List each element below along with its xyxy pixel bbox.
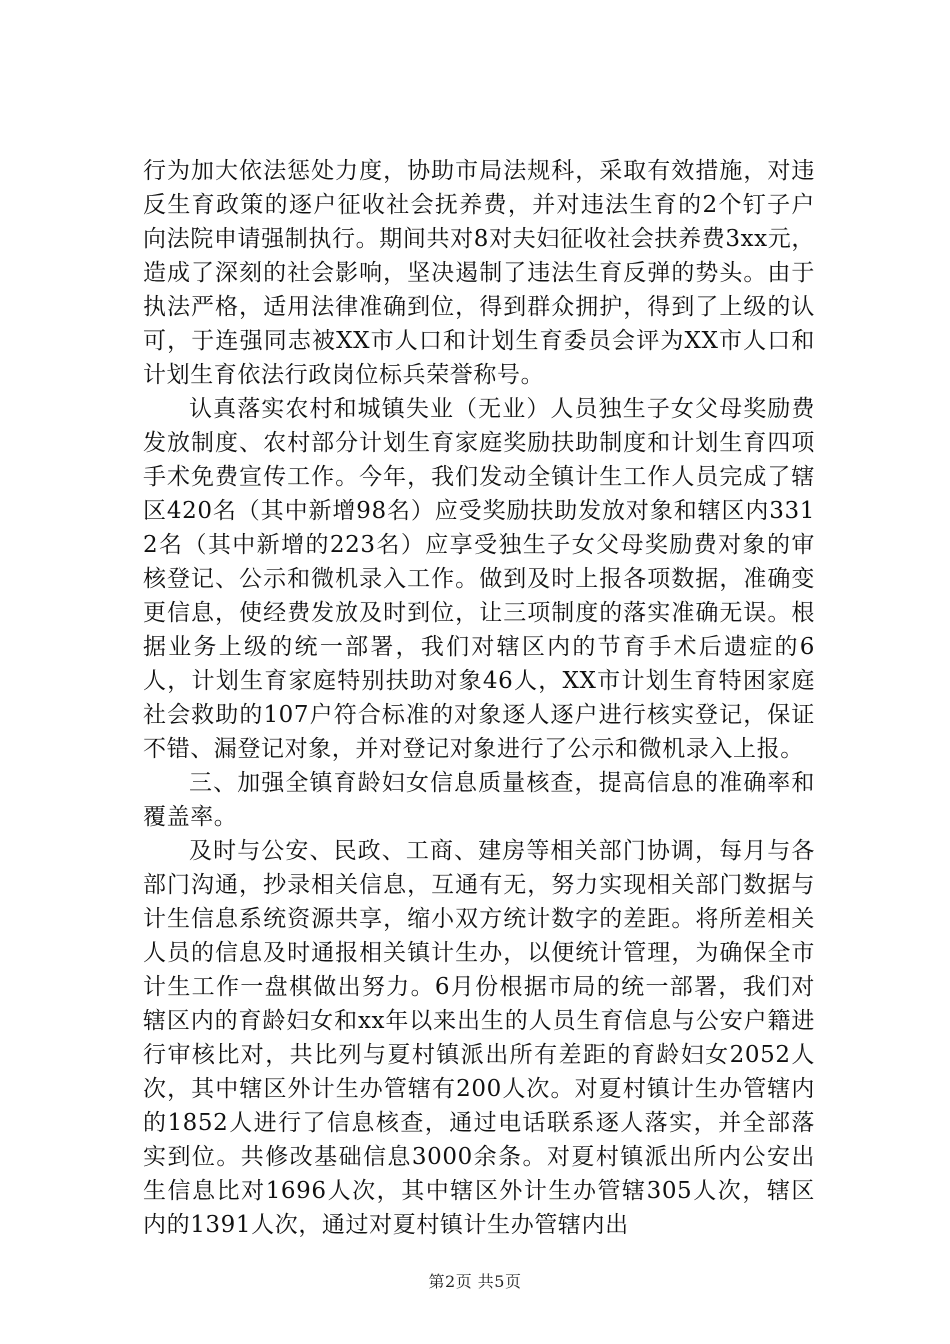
document-body xyxy=(143,154,815,1242)
page-number-footer: 第2页 共5页 xyxy=(428,1272,522,1291)
paragraph-continuation: 行为加大依法惩处力度，协助市局法规科，采取有效措施，对违反生育政策的逐户征收社会抚养费，并对违法生育的2个钉子户向法院申请强制执行。期间共对8对夫妇征收社会扶养费3xx元，造成了深刻的社会影响，坚决遏制了违法生育反弹的势头。由于执法严格，适用法律准确到位，得到群众拥护，得到了上级的认可，于连强同志被XX市人口和计划生育委员会评为XX市人口和计划生育依法行政岗位标兵荣誉称号。 xyxy=(143,158,815,388)
paragraph-reward-system: 认真落实农村和城镇失业（无业）人员独生子女父母奖励费发放制度、农村部分计划生育家庭奖励扶助制度和计划生育四项手术免费宣传工作。今年，我们发动全镇计生工作人员完成了辖区420名（其中新增98名）应受奖励扶助发放对象和辖区内3312名（其中新增的223名）应享受独生子女父母奖励费对象的审核登记、公示和微机录入工作。做到及时上报各项数据，准确变更信息，使经费发放及时到位，让三项制度的落实准确无误。根据业务上级的统一部署，我们对辖区内的节育手术后遗症的6人，计划生育家庭特别扶助对象46人，XX市计划生育特困家庭社会救助的107户符合标准的对象逐人逐户进行核实登记，保证不错、漏登记对象，并对登记对象进行了公示和微机录入上报。 xyxy=(143,396,815,762)
paragraph-info-verification: 及时与公安、民政、工商、建房等相关部门协调，每月与各部门沟通，抄录相关信息，互通有无，努力实现相关部门数据与计生信息系统资源共享，缩小双方统计数字的差距。将所差相关人员的信息及时通报相关镇计生办，以便统计管理，为确保全市计生工作一盘棋做出努力。6月份根据市局的统一部署，我们对辖区内的育龄妇女和xx年以来出生的人员生育信息与公安户籍进行审核比对，共比列与夏村镇派出所有差距的育龄妇女2052人次，其中辖区外计生办管辖有200人次。对夏村镇计生办管辖内的1852人进行了信息核查，通过电话联系逐人落实，并全部落实到位。共修改基础信息3000余条。对夏村镇派出所内公安出生信息比对1696人次，其中辖区外计生办管辖305人次，辖区内的1391人次，通过对夏村镇计生办管辖内出 xyxy=(143,838,815,1238)
section-heading-three: 三、加强全镇育龄妇女信息质量核查，提高信息的准确率和覆盖率。 xyxy=(143,770,815,830)
